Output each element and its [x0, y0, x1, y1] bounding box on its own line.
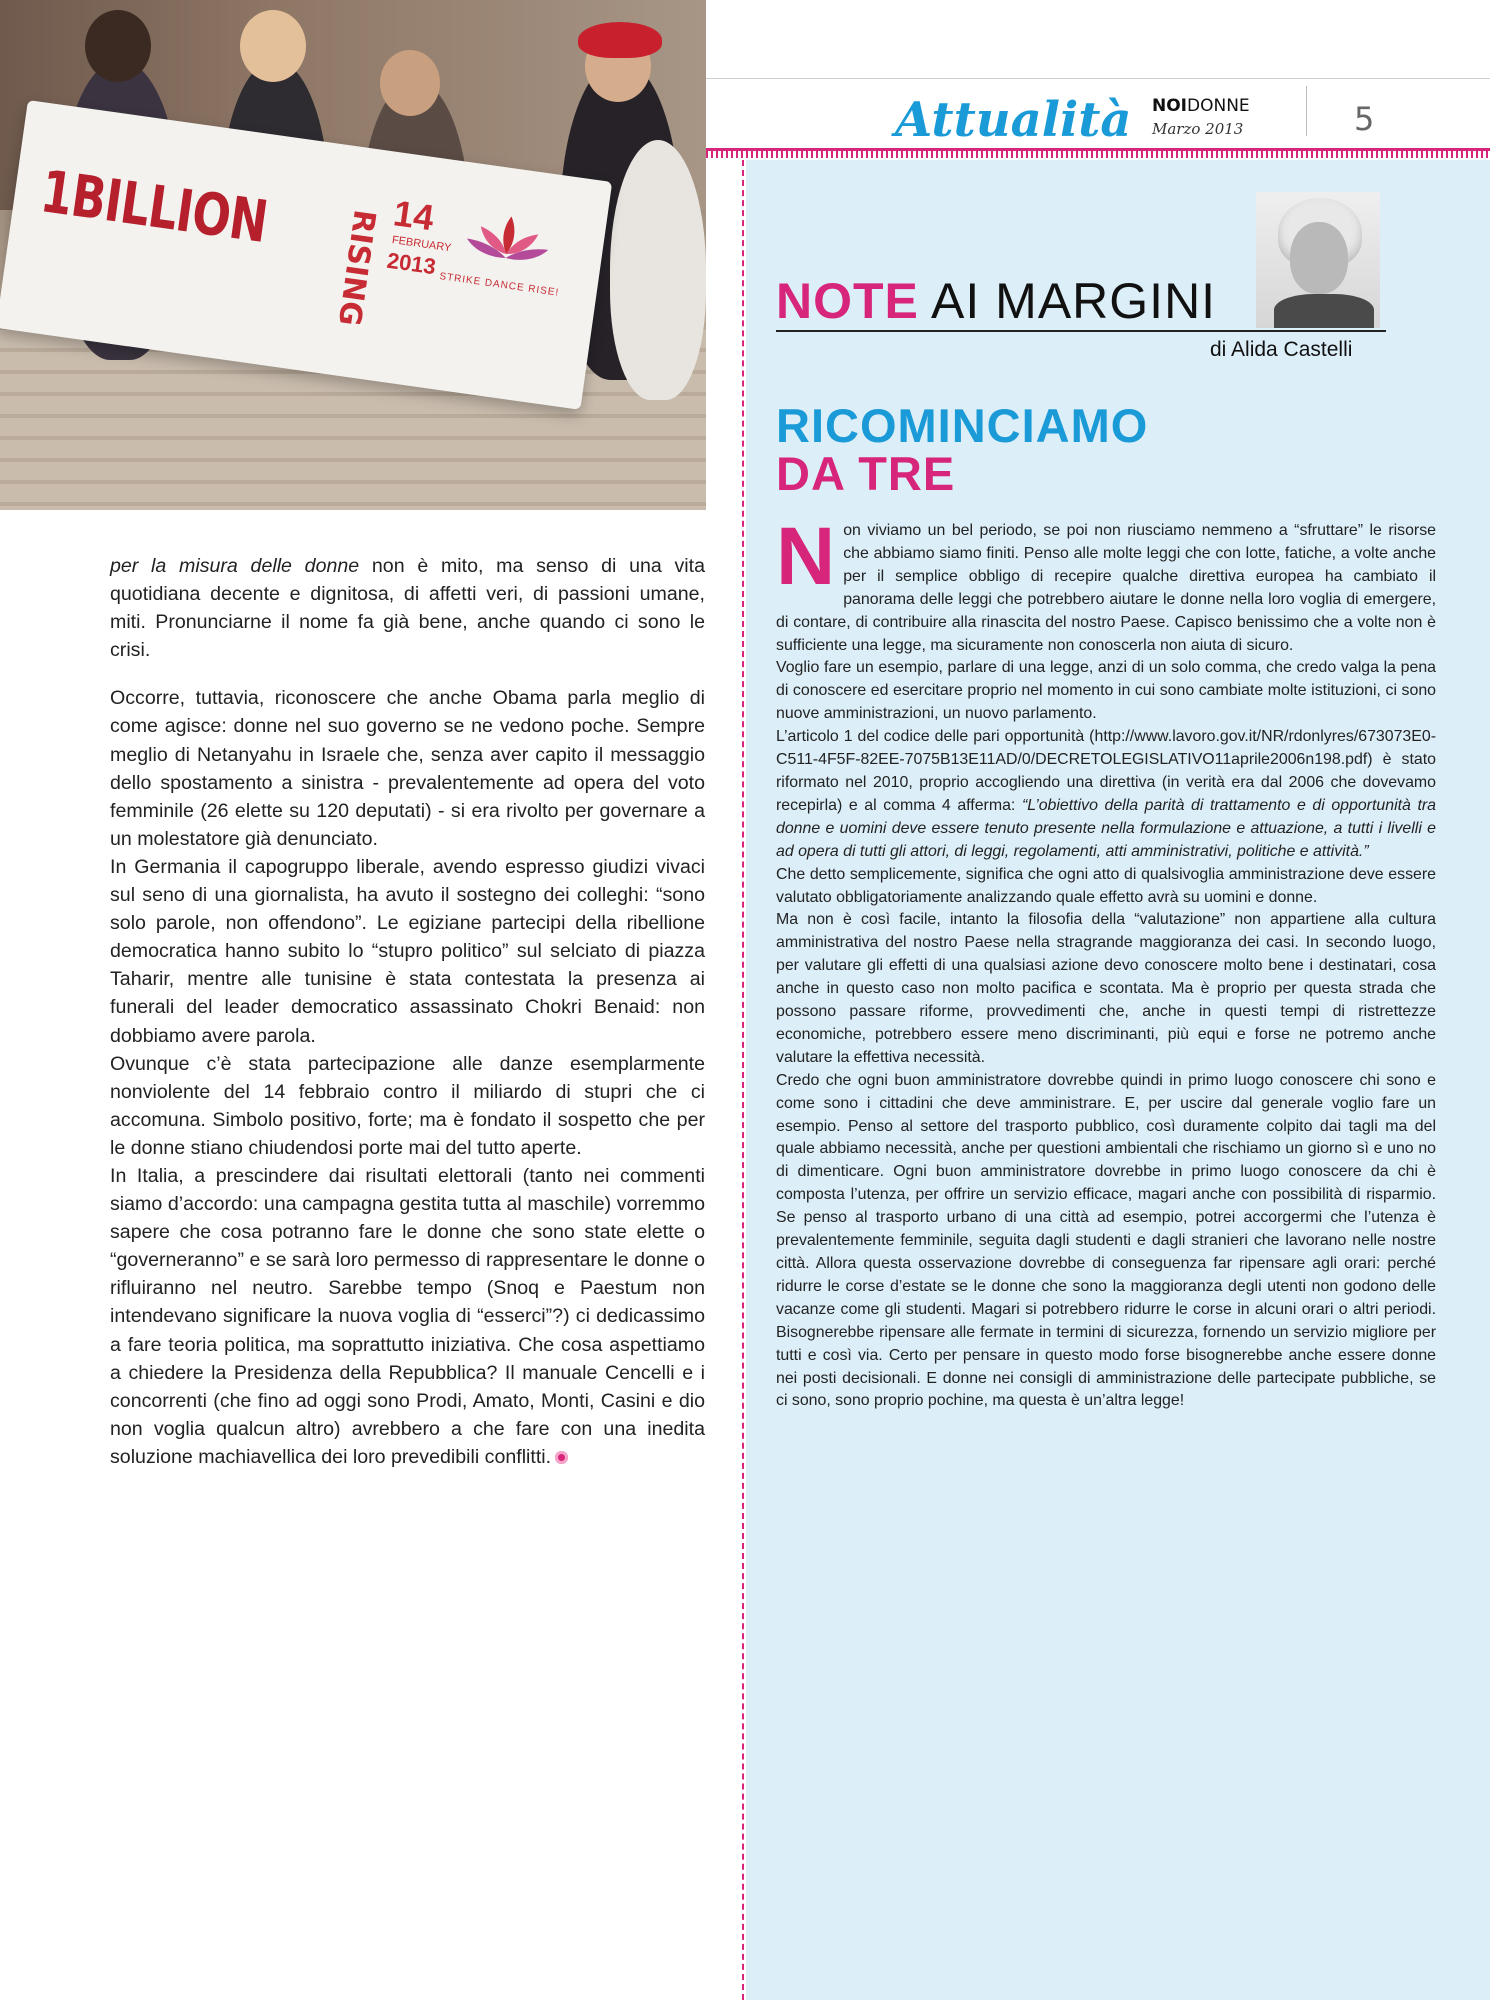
header-pink-bar — [706, 148, 1490, 158]
left-column-text — [110, 552, 705, 1471]
article-paragraph — [776, 726, 1436, 863]
law-quote: “L’obiettivo della parità di trattamento e di opportunità tra donne e uomini deve essere tenuto presente nella formulazione e attuazione, a tutti i livelli e ad opera di tutti gli attori, di leggi, regolamenti, atti amministrativi, politiche e attività.” — [776, 796, 1436, 860]
article-headline — [776, 399, 1149, 500]
page-number: 5 — [1354, 100, 1375, 138]
banner-tagline: STRIKE DANCE RISE! — [438, 271, 560, 299]
left-intro-italic: per la misura delle donne — [110, 555, 360, 577]
banner-day: 14 — [391, 192, 437, 239]
column-title-highlight: NOTE — [776, 273, 919, 329]
header-rule — [706, 78, 1490, 79]
column-title — [776, 272, 1216, 330]
march-photo — [0, 0, 706, 510]
banner-title: 1BILLION — [36, 157, 272, 257]
headline-line-2: DA TRE — [776, 447, 956, 500]
banner-year: 2013 — [385, 247, 438, 280]
article-paragraph: Che detto semplicemente, significa che ogni atto di qualsivoglia amministrazione deve essere valutato obbligatoriamente analizzando quale effetto avrà su uomini e donne. — [776, 865, 1436, 906]
headline-line-1: RICOMINCIAMO — [776, 399, 1149, 452]
header-divider — [1306, 86, 1307, 136]
author-byline: di Alida Castelli — [1210, 338, 1353, 361]
column-title-rest: AI MARGINI — [918, 273, 1217, 329]
marcher — [610, 140, 706, 400]
drop-cap: N — [776, 511, 836, 602]
issue-date: Marzo 2013 — [1152, 120, 1244, 138]
end-mark-icon — [555, 1451, 568, 1464]
left-paragraph: In Germania il capogruppo liberale, avendo espresso giudizi vivaci sul seno di una giornalista, ha avuto il sostegno dei colleghi: “sono solo parole, non offendono”. Le egiziane partecipi della ribellione democratica hanno subito lo “stupro politico” sul selciato di piazza Taharir, mentre alle tunisine è stata contestata la presenza ai funerali del leader democratico assassinato Chokri Benaid: non dobbiamo avere parola. — [110, 855, 705, 1047]
portrait-face — [1290, 222, 1348, 294]
red-beret — [578, 22, 662, 58]
article-body — [776, 511, 1436, 1413]
brand-bold: NOI — [1152, 96, 1188, 116]
article-paragraph: Ma non è così facile, intanto la filosofia della “valutazione” non appartiene alla cultura amministrativa del nostro Paese nella stragrande maggioranza dei casi. In secondo luogo, per valutare gli effetti di una qualsiasi azione devo conoscere molto bene i destinatari, cosa anche in questo caso non molto pacifica e scontata. Ma è proprio per questa strada che possono passare riforme, provvedimenti che, anche in questi tempi di ristrettezze economiche, potrebbero essere meno discriminanti, più equi e forse ne potremo anche valutare la effettiva necessità. — [776, 911, 1436, 1066]
left-paragraph — [110, 1162, 705, 1471]
column-title-rule — [776, 330, 1386, 332]
portrait-shoulders — [1274, 294, 1374, 328]
column-separator — [742, 160, 744, 2000]
section-title: Attualità — [895, 92, 1132, 148]
brand-rest: DONNE — [1187, 96, 1250, 116]
marcher-head — [85, 10, 151, 82]
lotus-logo-icon — [458, 202, 557, 284]
article-paragraph: Voglio fare un esempio, parlare di una legge, anzi di un solo comma, che credo valga la pena di conoscere ed esercitare proprio nel momento in cui sono cambiate molte istituzioni, ci sono nuove amministrazioni, un nuovo parlamento. — [776, 659, 1436, 723]
banner-month: FEBRUARY — [391, 234, 453, 255]
marcher-head — [240, 10, 306, 82]
paragraph-text: L’articolo 1 del codice delle pari opportunità (http://www.lavoro.gov.it/NR/rdonlyres/673073E0-C511-4F5F-82EE-7075B13E11AD/0/DECRETOLEGISLATIVO11aprile2006n198.pdf) è stato riformato nel 2010, proprio accogliendo una direttiva (in verità era dal 2006 che dovevamo recepirla) e al comma 4 afferma: — [776, 728, 1436, 814]
left-paragraph: Ovunque c’è stata partecipazione alle danze esemplarmente nonviolente del 14 febbraio contro il miliardo di stupri che ci accomuna. Simbolo positivo, forte; ma è fondato il sospetto che per le donne stiano chiudendosi porte mai del tutto aperte. — [110, 1052, 705, 1159]
paragraph-text: on viviamo un bel periodo, se poi non riusciamo nemmeno a “sfruttare” le risorse che abbiamo siamo finiti. Penso alle molte leggi che con lotte, fatiche, a volte anche per il semplice obbligo di recepire qualche direttiva europea ha cambiato il panorama delle leggi che potrebbero aiutare le donne nella loro voglia di emergere, di contare, di contribuire alla rinascita del nostro Paese. Capisco benissimo che a volte non è sufficiente una legge, ma sicuramente non conoscerla non aiuta di sicuro. — [776, 522, 1436, 654]
magazine-brand — [1152, 96, 1250, 116]
left-paragraph — [110, 552, 705, 664]
left-paragraph: Occorre, tuttavia, riconoscere che anche Obama parla meglio di come agisce: donne nel suo governo se ne vedono poche. Sempre meglio di Netanyahu in Israele che, senza aver capito il messaggio dello spostamento a sinistra - prevalentemente ad opera del voto femminile (26 elette su 120 deputati) - si era rivolto per governare a un molestatore già denunciato. — [110, 687, 705, 850]
marcher-head — [380, 50, 440, 116]
paragraph-text: In Italia, a prescindere dai risultati elettorali (tanto nei commenti siamo d’accordo: una campagna gestita tutta al maschile) vorremmo sapere che cosa potranno fare le donne che sono state elette o “governeranno” e se sarà loro permesso di rappresentare le donne o rifluiranno nel neutro. Sarebbe tempo (Snoq e Paestum non intendevano significare la nuova voglia di “esserci”?) ci dedicassimo a fare teoria politica, ma soprattutto iniziativa. Che cosa aspettiamo a chiedere la Presidenza della Repubblica? Il manuale Cencelli e i concorrenti (che fino ad oggi sono Prodi, Amato, Monti, Casini e dio non voglia qualcun altro) avrebbero a che fare con una inedita soluzione machiavellica dei loro prevedibili conflitti. — [110, 1164, 705, 1468]
banner-subtitle: RISING — [330, 207, 382, 328]
article-paragraph: Credo che ogni buon amministratore dovrebbe quindi in primo luogo conoscere chi sono e come sono i cittadini che deve amministrare. E, per uscire dal generale voglio fare un esempio. Penso al settore del trasporto pubblico, così duramente colpito dai tagli ma del quale abbiamo necessità, anche per questioni ambientali che rischiamo un giorno sì e uno no di dimenticare. Ogni buon amministratore dovrebbe in primo luogo conoscere da chi è composta l’utenza, per offrire un servizio efficace, magari anche con possibilità di risparmio. Se penso al trasporto urbano di una città ad esempio, potrei accorgermi che l’utenza è prevalentemente femminile, seguita dagli studenti e dagli stranieri che lavorano nelle nostre città. Allora questa osservazione dovrebbe di conseguenza far ripensare agli orari: perché ridurre le corse d’estate se le donne che sono la maggioranza degli utenti non godono delle vacanze come gli studenti. Magari si potrebbero ridurre le corse in alcuni orari o altri periodi. Bisognerebbe ripensare alle fermate in termini di sicurezza, fornendo un servizio migliore per tutti e così via. Certo per pensare in questo modo forse bisognerebbe anche essere donne nei posti decisionali. E donne nei consigli di amministrazione delle partecipate pubbliche, se ci sono, sono proprio pochine, ma questa è un’altra legge! — [776, 1071, 1436, 1410]
article-paragraph — [776, 511, 1436, 657]
paragraph-text: non è mito, ma senso di una vita quotidiana decente e dignitosa, di affetti veri, di passioni umane, miti. Pronunciarne il nome fa già bene, anche quando ci sono le crisi. — [110, 555, 705, 662]
author-portrait — [1256, 192, 1380, 328]
